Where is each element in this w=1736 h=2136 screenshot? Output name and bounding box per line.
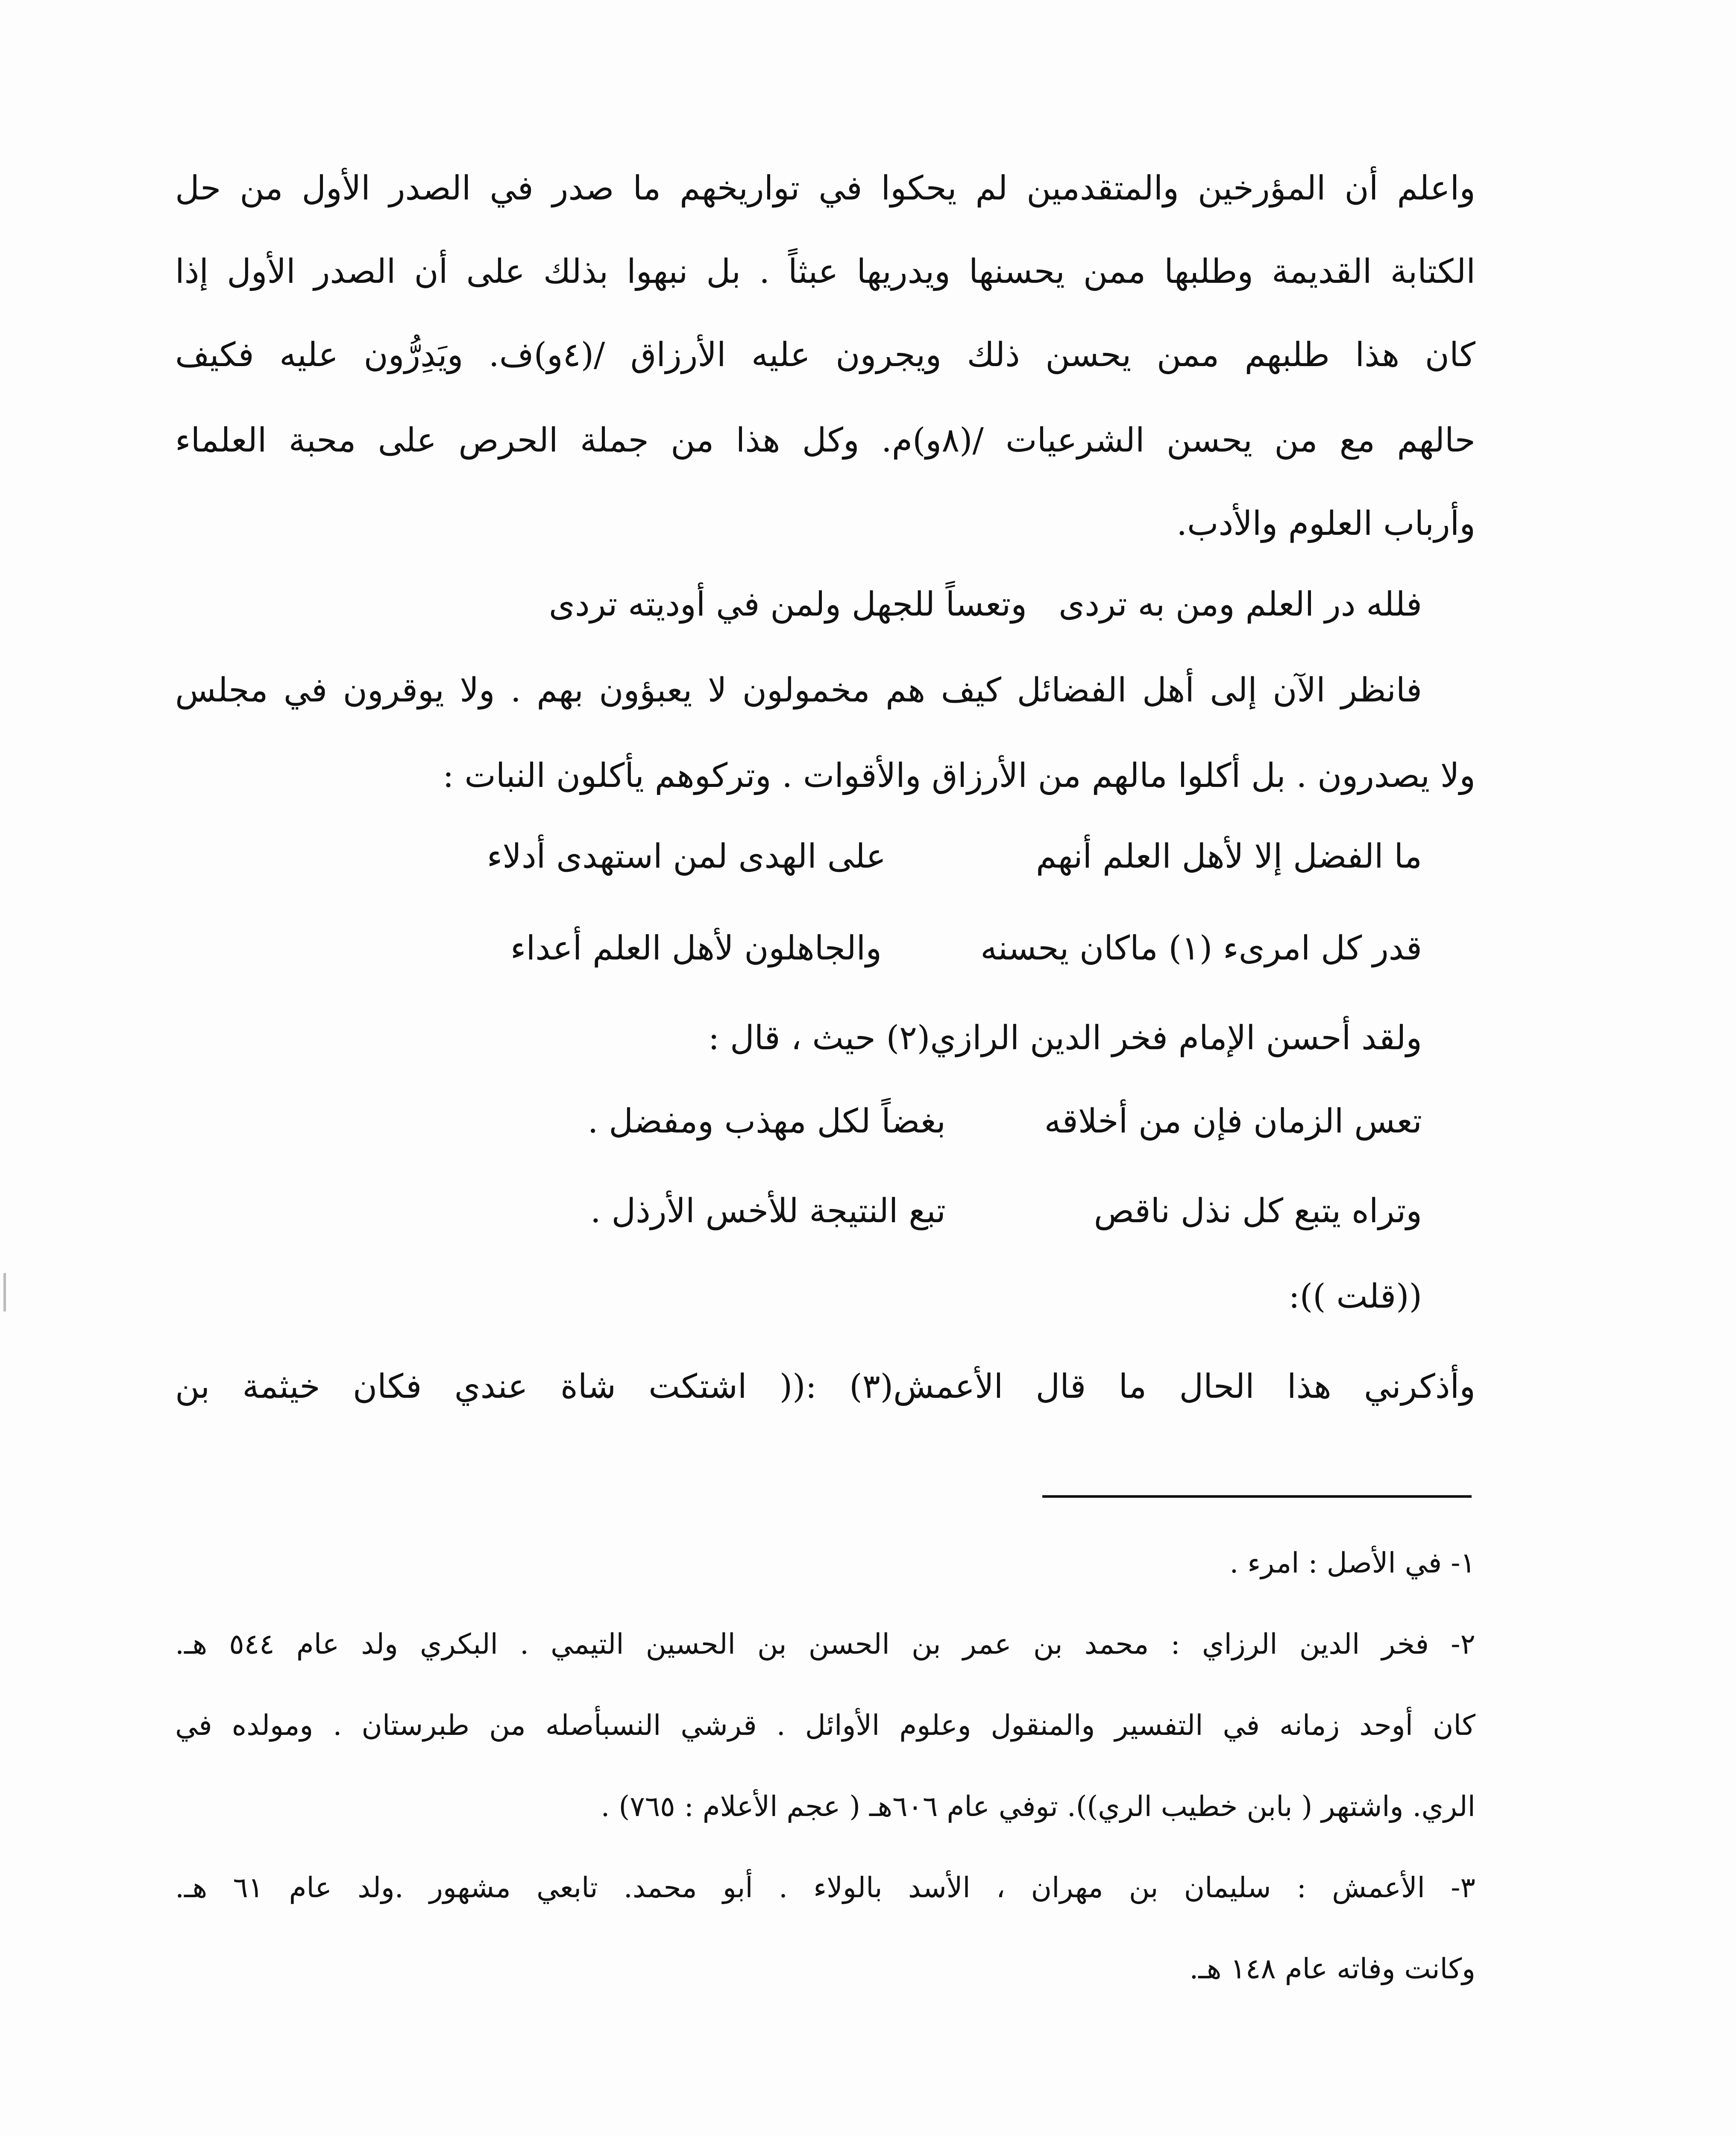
footnote-3-line-1: ٣- الأعمش : سليمان بن مهران ، الأسد بالولاء . أبو محمد. تابعي مشهور .ولد عام ٦١ هـ. (175, 1871, 1475, 1904)
verse2-line2-first: قدر كل امرىء (١) ماكان يحسنه (980, 929, 1422, 968)
body-line-3: كان هذا طلبهم ممن يحسن ذلك ويجرون عليه الأرزاق /(٤و)ف. ويَدِرُّون عليه فكيف (175, 336, 1475, 374)
verse2-line1-first: ما الفضل إلا لأهل العلم أنهم (1035, 837, 1422, 876)
body-line-1: واعلم أن المؤرخين والمتقدمين لم يحكوا في تواريخهم ما صدر في الصدر الأول من حل (175, 169, 1475, 208)
para2-line-2: ولا يصدرون . بل أكلوا مالهم من الأرزاق والأقوات . وتركوهم يأكلون النبات : (443, 757, 1475, 795)
scan-margin-mark-upper (3, 1273, 6, 1312)
footnote-2-line-1: ٢- فخر الدين الرزاي : محمد بن عمر بن الحسن بن الحسين التيمي . البكري ولد عام ٥٤٤ هـ. (175, 1628, 1475, 1661)
footnote-separator (1042, 1495, 1472, 1498)
footnote-2-line-3: الري. واشتهر ( بابن خطيب الري)). توفي عام ٦٠٦هـ ( عجم الأعلام : ٧٦٥) . (601, 1790, 1475, 1823)
verse3-line1-first: تعس الزمان فإن من أخلاقه (1044, 1102, 1422, 1141)
body-line-4: حالهم مع من يحسن الشرعيات /(٨و)م. وكل هذا من جملة الحرص على محبة العلماء (175, 421, 1476, 460)
qultu-line: ((قلت )): (1288, 1277, 1422, 1316)
body-last-line: وأذكرني هذا الحال ما قال الأعمش(٣) :(( اشتكت شاة عندي فكان خيثمة بن (175, 1367, 1475, 1406)
footnote-3-line-2: وكانت وفاته عام ١٤٨ هـ. (1189, 1952, 1475, 1985)
verse3-line1-second: بغضاً لكل مهذب ومفضل . (587, 1102, 946, 1141)
verse3-line2-first: وتراه يتبع كل نذل ناقص (1094, 1192, 1422, 1230)
body-line-5: وأرباب العلوم والأدب. (1176, 505, 1475, 543)
razi-intro-line: ولقد أحسن الإمام فخر الدين الرازي(٢) حيث ، قال : (708, 1019, 1422, 1057)
verse3-line2-second: تبع النتيجة للأخس الأرذل . (590, 1192, 946, 1230)
footnote-1: ١- في الأصل : امرء . (1229, 1546, 1475, 1579)
verse1-first-hemistich: فلله در العلم ومن به تردى (1059, 585, 1422, 624)
verse2-line1-second: على الهدى لمن استهدى أدلاء (487, 837, 886, 876)
verse2-line2-second: والجاهلون لأهل العلم أعداء (510, 929, 882, 968)
body-line-2: الكتابة القديمة وطلبها ممن يحسنها ويدريها عبثاً . بل نبهوا بذلك على أن الصدر الأول إذا (175, 252, 1475, 291)
para2-line-1: فانظر الآن إلى أهل الفضائل كيف هم مخمولون لا يعبؤون بهم . ولا يوقرون في مجلس (175, 671, 1422, 710)
verse1-second-hemistich: وتعساً للجهل ولمن في أوديته تردى (548, 585, 1027, 624)
footnote-2-line-2: كان أوحد زمانه في التفسير والمنقول وعلوم الأوائل . قرشي النسبأصله من طبرستان . ومولده في (175, 1709, 1475, 1742)
